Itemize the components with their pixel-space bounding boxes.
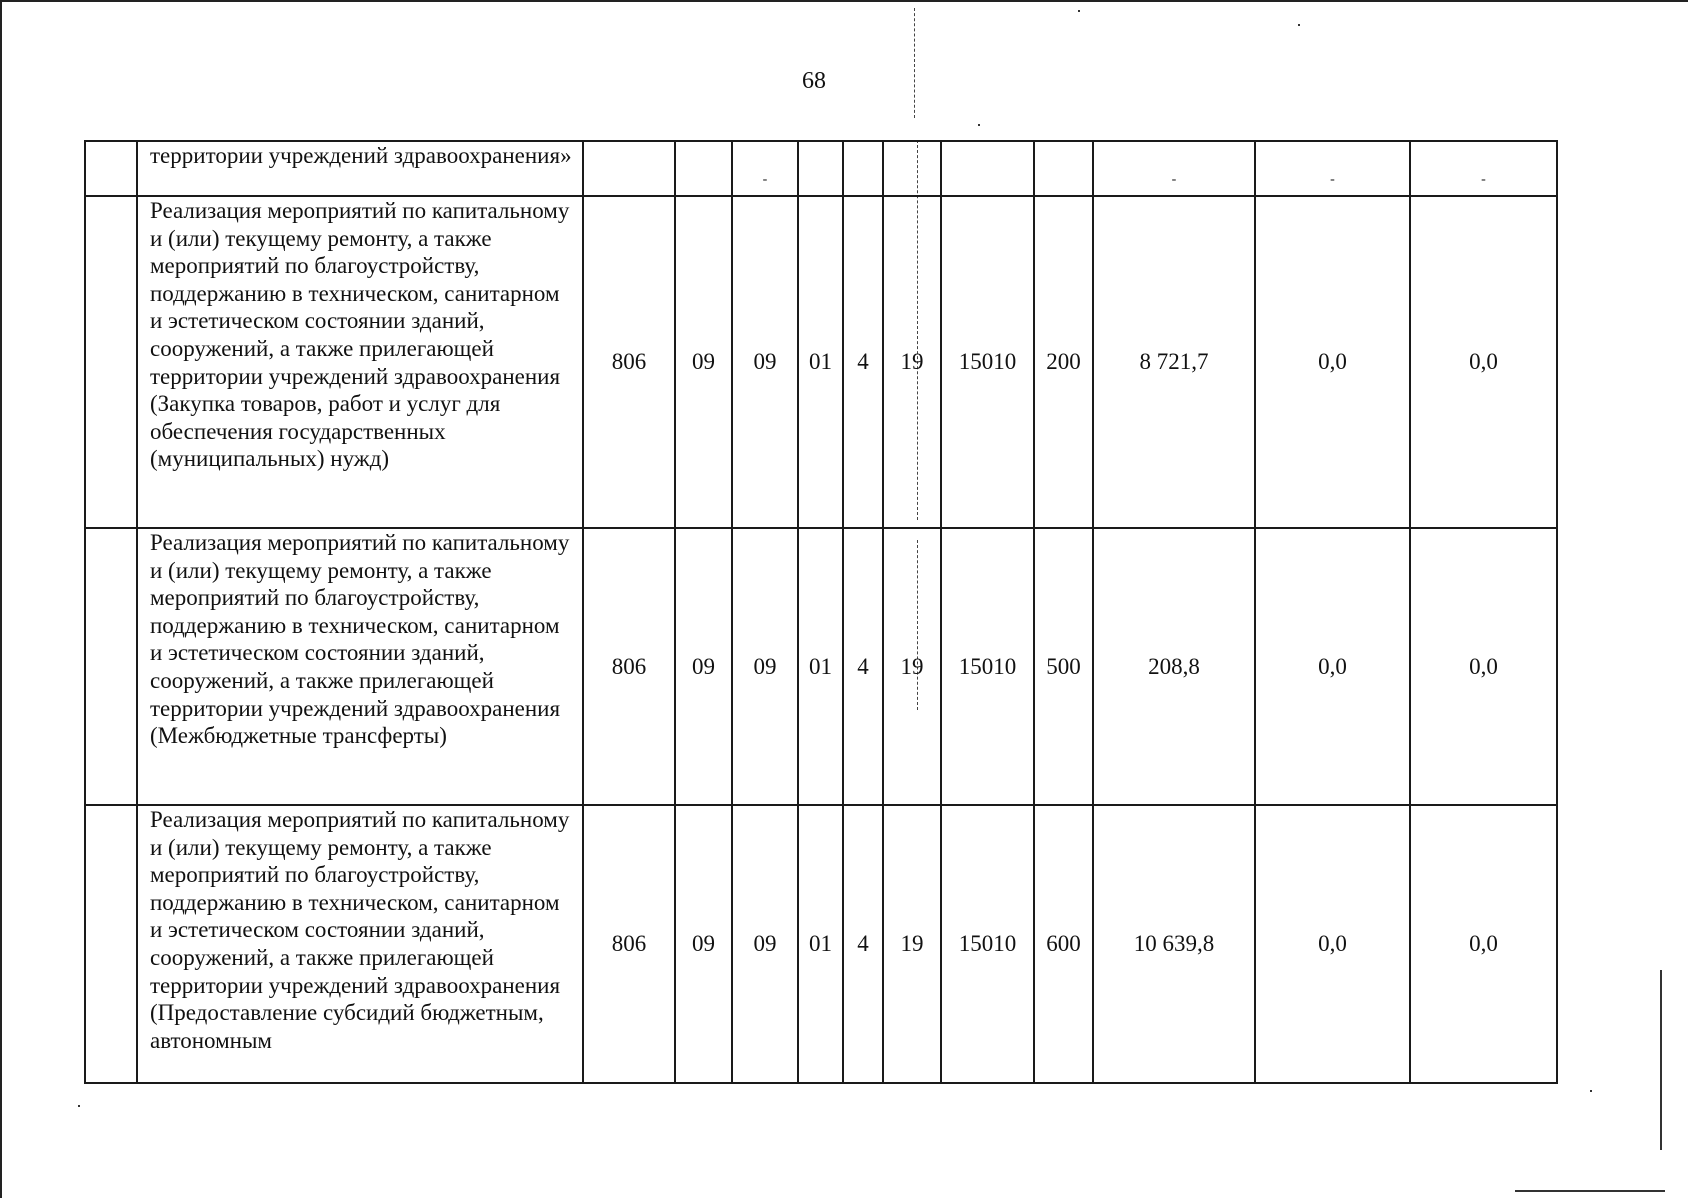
code-cell: 19 — [883, 528, 941, 805]
scan-artifact-bottom-line — [1515, 1190, 1665, 1192]
code-cell: 09 — [675, 528, 732, 805]
description-cell: Реализация мероприятий по капитальному и (или) текущему ремонту, а также мероприятий по благоустройству, поддержанию в техническом, санитарном и эстетическом состоянии зданий, сооружений, а также прилегающей территории учреждений здравоохранения (Межбюджетные трансферты) — [137, 528, 583, 805]
code-cell: 200 — [1034, 196, 1093, 528]
amount-cell: 0,0 — [1410, 528, 1557, 805]
code-cell — [883, 141, 941, 196]
scan-artifact-dot — [1590, 1090, 1592, 1092]
amount-cell: - — [1410, 141, 1557, 196]
code-cell: 09 — [675, 805, 732, 1083]
code-cell: 806 — [583, 805, 675, 1083]
scan-artifact-dot — [78, 1105, 80, 1107]
table-row-continuation — [85, 141, 1557, 196]
description-cell: Реализация мероприятий по капитальному и (или) текущему ремонту, а также мероприятий по благоустройству, поддержанию в техническом, санитарном и эстетическом состоянии зданий, сооружений, а также прилегающей территории учреждений здравоохранения (Закупка товаров, работ и услуг для обеспечения государственных (муниципальных) нужд) — [137, 196, 583, 528]
code-cell — [675, 141, 732, 196]
amount-cell: 0,0 — [1255, 196, 1410, 528]
code-cell: 09 — [732, 805, 798, 1083]
scan-artifact-dot — [978, 124, 980, 126]
scan-artifact-side-line — [1660, 970, 1662, 1150]
code-cell: - — [732, 141, 798, 196]
code-cell: 806 — [583, 196, 675, 528]
code-cell: 15010 — [941, 528, 1034, 805]
scan-artifact-dot — [1078, 10, 1080, 12]
budget-table — [84, 140, 1558, 1084]
code-cell: 01 — [798, 196, 843, 528]
table-row — [85, 805, 1557, 1083]
code-cell: 500 — [1034, 528, 1093, 805]
row-number-cell — [85, 196, 137, 528]
page-number: 68 — [802, 68, 826, 94]
row-number-cell — [85, 141, 137, 196]
code-cell: 15010 — [941, 196, 1034, 528]
code-cell — [1034, 141, 1093, 196]
code-cell: 09 — [732, 196, 798, 528]
description-cell: Реализация мероприятий по капитальному и (или) текущему ремонту, а также мероприятий по благоустройству, поддержанию в техническом, санитарном и эстетическом состоянии зданий, сооружений, а также прилегающей территории учреждений здравоохранения (Предоставление субсидий бюджетным, автономным — [137, 805, 583, 1083]
amount-cell: 0,0 — [1410, 196, 1557, 528]
amount-cell: 208,8 — [1093, 528, 1255, 805]
code-cell — [798, 141, 843, 196]
code-cell: 600 — [1034, 805, 1093, 1083]
code-cell: 4 — [843, 196, 883, 528]
code-cell: 01 — [798, 528, 843, 805]
table-row — [85, 528, 1557, 805]
code-cell: 19 — [883, 196, 941, 528]
code-cell — [583, 141, 675, 196]
code-cell: 4 — [843, 805, 883, 1083]
amount-cell: - — [1255, 141, 1410, 196]
amount-cell: 8 721,7 — [1093, 196, 1255, 528]
code-cell: 01 — [798, 805, 843, 1083]
scan-artifact-dot — [1298, 24, 1300, 26]
code-cell: 09 — [732, 528, 798, 805]
row-number-cell — [85, 805, 137, 1083]
code-cell — [843, 141, 883, 196]
amount-cell: 0,0 — [1410, 805, 1557, 1083]
amount-cell: 10 639,8 — [1093, 805, 1255, 1083]
amount-cell: 0,0 — [1255, 805, 1410, 1083]
amount-cell: - — [1093, 141, 1255, 196]
code-cell — [941, 141, 1034, 196]
amount-cell: 0,0 — [1255, 528, 1410, 805]
scan-artifact-dashline — [914, 8, 915, 118]
code-cell: 4 — [843, 528, 883, 805]
row-number-cell — [85, 528, 137, 805]
code-cell: 15010 — [941, 805, 1034, 1083]
table-row — [85, 196, 1557, 528]
code-cell: 09 — [675, 196, 732, 528]
code-cell: 19 — [883, 805, 941, 1083]
description-cell: территории учреждений здравоохранения» — [137, 141, 583, 196]
code-cell: 806 — [583, 528, 675, 805]
